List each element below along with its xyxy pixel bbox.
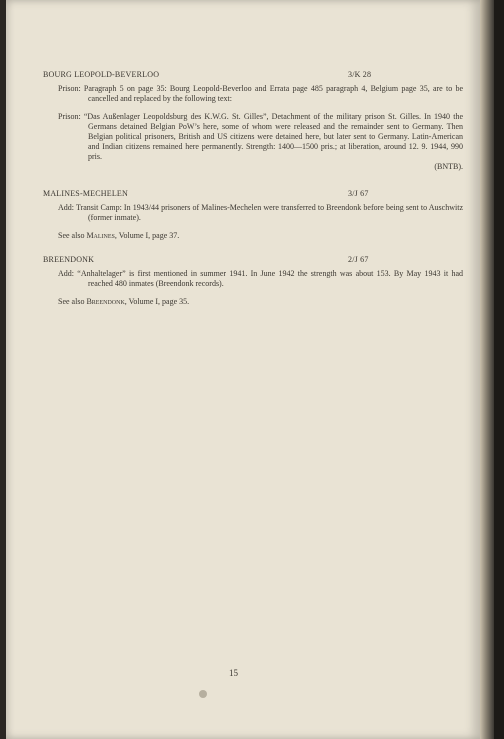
entry-paragraph: Prison: Paragraph 5 on page 35: Bourg Leopold-Beverloo and Errata page 485 paragraph 4, Belgium page 35, are to be cancelled and replaced by the following text:	[58, 84, 463, 103]
page-number: 15	[229, 668, 238, 678]
entry-heading-breendonk	[43, 255, 463, 267]
see-also-suffix: , Volume I, page 35.	[124, 297, 190, 306]
entry-paragraph: Prison: “Das Außenlager Leopoldsburg des K.W.G. St. Gilles”, Detachment of the military prison St. Gilles. In 1940 the Germans detained Belgian PoW’s here, some of whom were released and the remainder sent to Germany. Then Belgian political prisoners, British and US citizens were detained here, but later sent to Germany. Latin-American and Indian citizens remained here permanently. Strength: 1400—1500 pris.; at liberation, around 12. 9. 1944, 990 pris.	[58, 112, 463, 161]
see-also-suffix: , Volume I, page 37.	[114, 231, 180, 240]
entry-source: (BNTB).	[434, 162, 463, 171]
see-also-line	[43, 297, 463, 307]
entry-paragraph: Add: Transit Camp: In 1943/44 prisoners of Malines-Mechelen were transferred to Breendonk before being sent to Auschwitz (former inmate).	[58, 203, 463, 222]
entry-title: BOURG LEOPOLD-BEVERLOO	[43, 70, 160, 79]
entry-heading-bourg	[43, 70, 463, 82]
entry-paragraph: Add: “Anhaltelager” is first mentioned in summer 1941. In June 1942 the strength was about 153. By May 1943 it had reached 480 inmates (Breendonk records).	[58, 269, 463, 288]
entry-title: MALINES-MECHELEN	[43, 189, 128, 198]
see-also-line	[43, 231, 463, 241]
see-also-name: Breendonk	[86, 297, 125, 306]
page-content	[43, 70, 463, 307]
ink-blot	[199, 690, 207, 698]
entry-heading-malines	[43, 189, 463, 201]
page-stack-edge	[480, 0, 494, 739]
see-also-prefix: See also	[58, 297, 85, 306]
see-also-prefix: See also	[58, 231, 85, 240]
document-page	[6, 0, 480, 739]
entry-code: 3/J 67	[348, 189, 369, 198]
entry-code: 3/K 28	[348, 70, 372, 79]
see-also-name: Malines	[86, 231, 115, 240]
entry-code: 2/J 67	[348, 255, 369, 264]
entry-title: BREENDONK	[43, 255, 95, 264]
